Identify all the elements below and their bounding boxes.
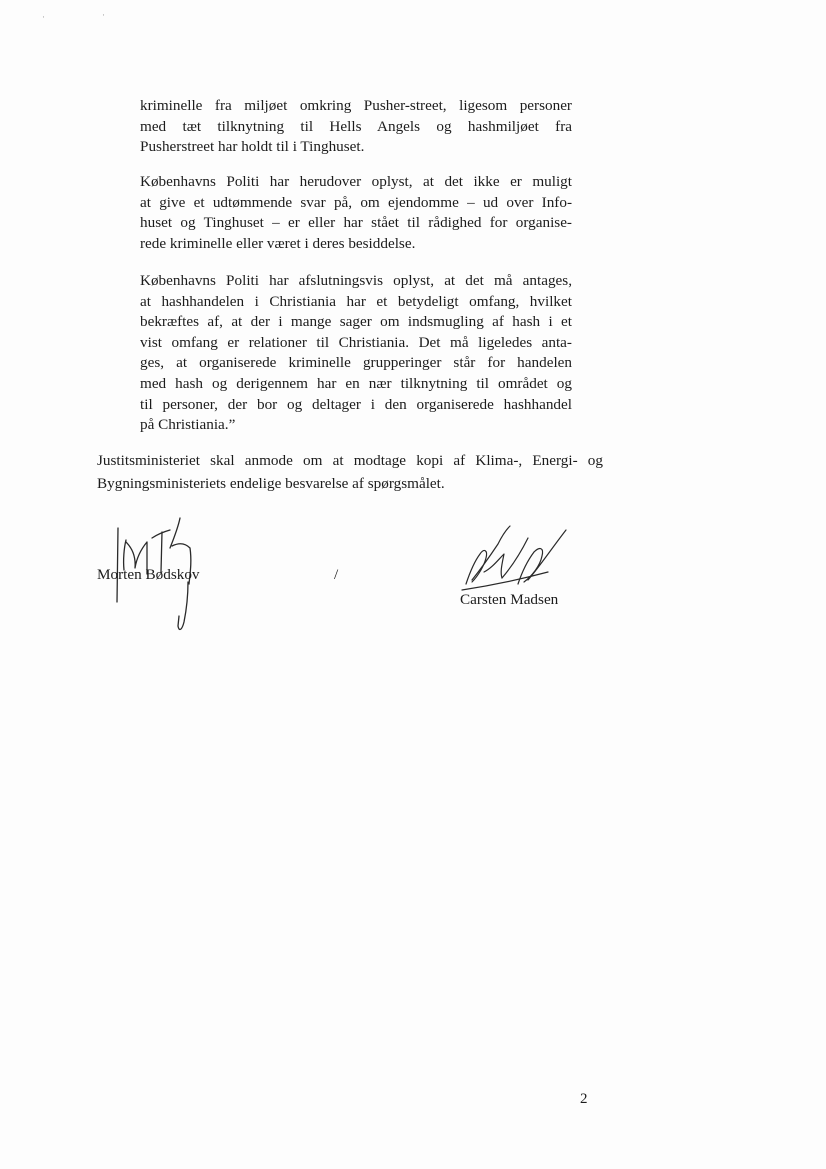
text-line: bekræftes af, at der i mange sager om indsmugling af hash i et [140,313,572,331]
quote-paragraph-1 [140,96,572,158]
text-line: rede kriminelle eller været i deres besiddelse. [140,234,416,252]
signatory-name-right: Carsten Madsen [460,591,559,608]
text-line: med hash og derigennem har en nær tilknytning til området og [140,374,572,392]
text-line: Københavns Politi har afslutningsvis oplyst, at det må antages, [140,272,572,289]
text-line: at hashhandelen i Christiania har et betydeligt omfang, hvilket [140,292,572,310]
body-paragraph [97,450,603,495]
text-line: til personer, der bor og deltager i den organiserede hashhandel [140,395,572,413]
text-line: at give et udtømmende svar på, om ejendomme – ud over Info- [140,193,572,211]
text-line: ges, at organiserede kriminelle grupperinger står for handelen [140,354,572,372]
quote-paragraph-3 [140,271,572,436]
scan-speck: · [42,12,45,22]
page-number: 2 [580,1091,588,1107]
text-line: på Christiania.” [140,416,236,434]
handwritten-signature-right [458,520,578,595]
scan-speck: · [102,10,105,20]
text-line: Bygningsministeriets endelige besvarelse af spørgsmålet. [97,474,445,492]
text-line: Justitsministeriet skal anmode om at modtage kopi af Klima-, Energi- og [97,452,603,469]
signatory-name-left: Morten Bødskov [97,566,200,583]
text-line: Københavns Politi har herudover oplyst, at det ikke er muligt [140,173,572,190]
text-line: Pusherstreet har holdt til i Tinghuset. [140,138,365,156]
text-line: med tæt tilknytning til Hells Angels og hashmiljøet fra [140,117,572,135]
text-line: kriminelle fra miljøet omkring Pusher-street, ligesom personer [140,97,572,114]
text-line: huset og Tinghuset – er eller har stået til rådighed for organise- [140,214,572,232]
quote-paragraph-2 [140,172,572,254]
signature-separator: / [334,566,339,583]
text-line: vist omfang er relationer til Christiania. Det må ligeledes anta- [140,333,572,351]
